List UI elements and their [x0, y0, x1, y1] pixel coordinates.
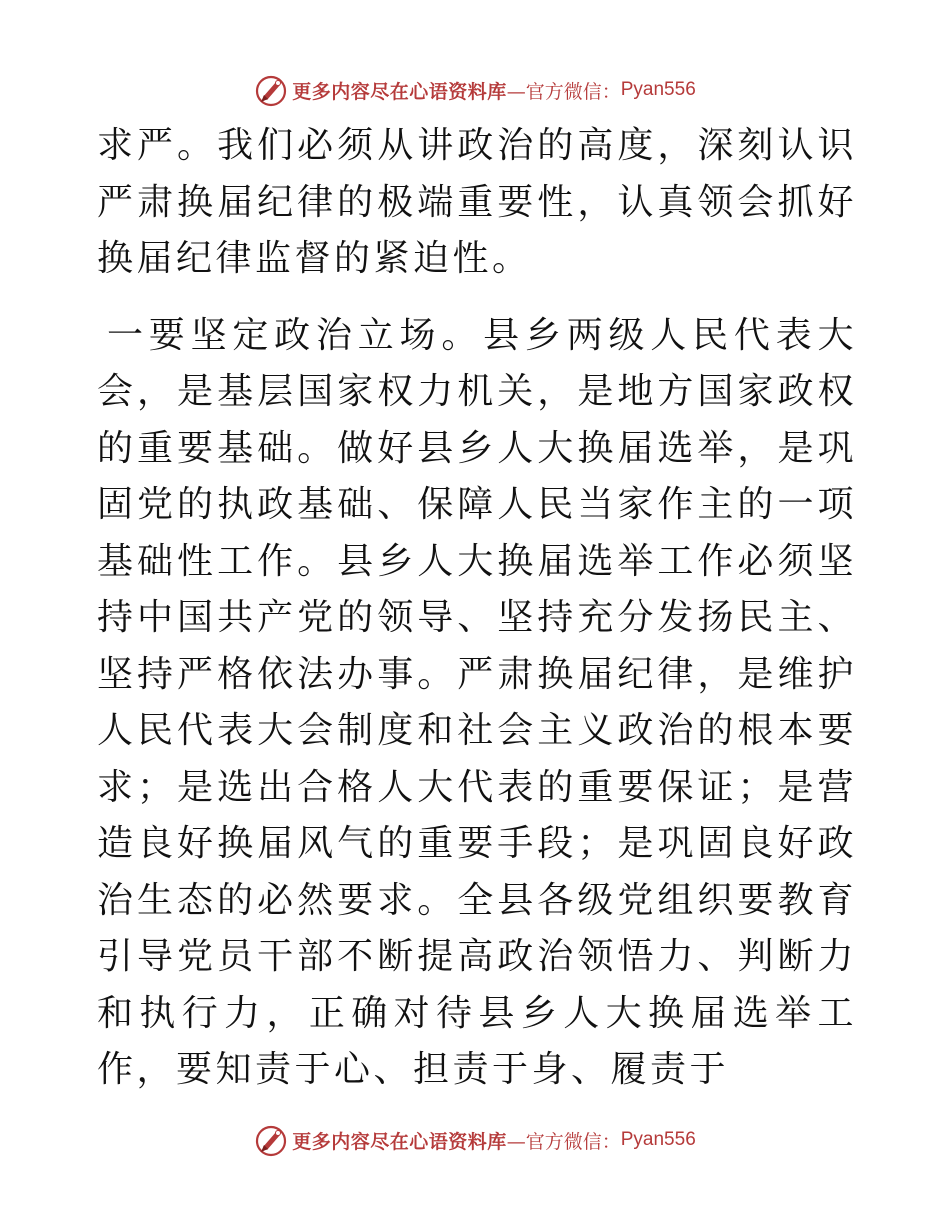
header-banner-wechat-id: Pyan556: [620, 79, 696, 100]
footer-banner-title: 更多内容尽在心语资料库: [292, 1130, 507, 1153]
footer-banner-wechat-id: Pyan556: [620, 1129, 696, 1150]
document-body: [97, 118, 857, 1099]
quill-pen-logo-icon: [254, 73, 288, 107]
header-banner: [0, 70, 950, 110]
paragraph: 一要坚定政治立场。县乡两级人民代表大会，是基层国家权力机关，是地方国家政权的重要基础。做好县乡人大换届选举，是巩固党的执政基础、保障人民当家作主的一项基础性工作。县乡人大换届选举工作必须坚持中国共产党的领导、坚持充分发扬民主、坚持严格依法办事。严肃换届纪律，是维护人民代表大会制度和社会主义政治的根本要求；是选出合格人大代表的重要保证；是营造良好换届风气的重要手段；是巩固良好政治生态的必然要求。全县各级党组织要教育引导党员干部不断提高政治领悟力、判断力和执行力，正确对待县乡人大换届选举工作，要知责于心、担责于身、履责于: [97, 314, 857, 1090]
quill-pen-logo-icon: [254, 1123, 288, 1157]
footer-banner-label: —官方微信：: [506, 1130, 621, 1153]
footer-banner: [0, 1120, 950, 1160]
header-banner-title: 更多内容尽在心语资料库: [292, 80, 507, 103]
paragraph: 求严。我们必须从讲政治的高度，深刻认识严肃换届纪律的极端重要性，认真领会抓好换届纪律监督的紧迫性。: [97, 125, 857, 279]
header-banner-label: —官方微信：: [506, 80, 621, 103]
